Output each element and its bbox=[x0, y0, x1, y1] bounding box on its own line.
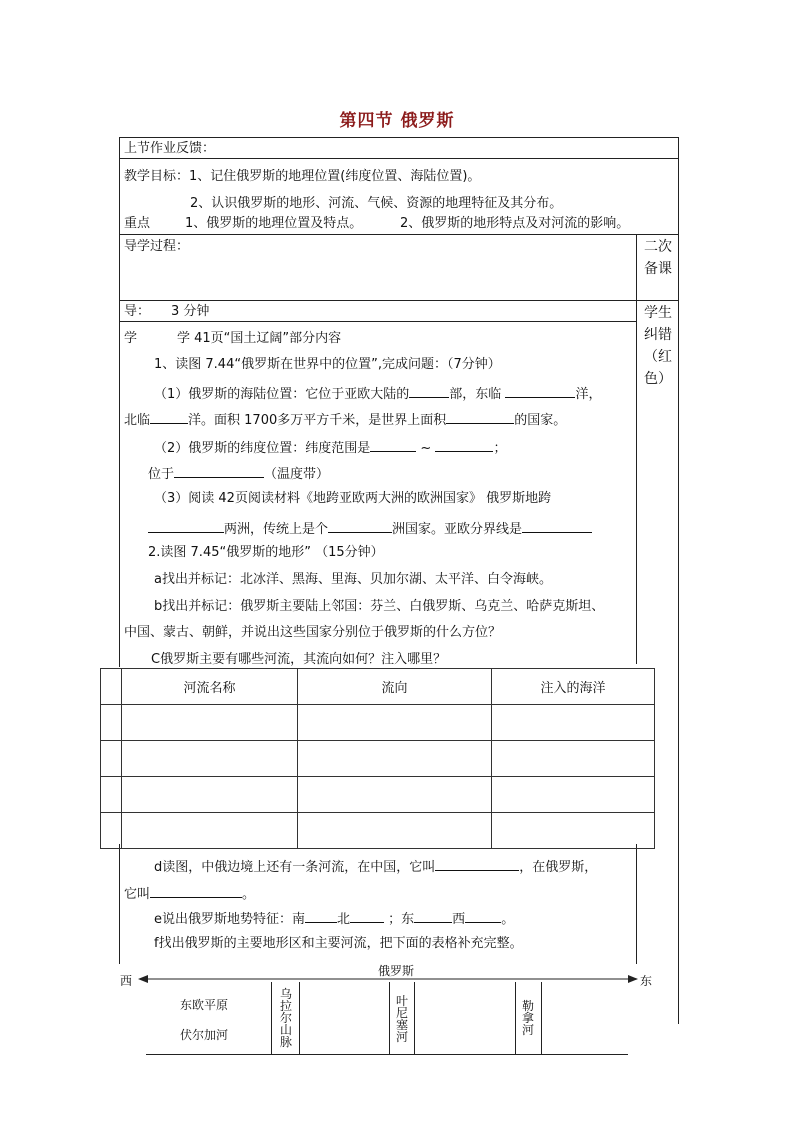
table-cell[interactable] bbox=[122, 777, 298, 813]
question-4a: a找出并标记：北冰洋、黑海、里海、贝加尔湖、太平洋、白令海峡。 bbox=[154, 572, 552, 587]
frame-right-upper bbox=[678, 137, 679, 234]
blank-field[interactable] bbox=[148, 518, 224, 533]
volga-label: 伏尔加河 bbox=[180, 1028, 229, 1042]
row-sep-1 bbox=[119, 158, 678, 159]
question-3b-line: 两洲，传统上是个 洲国家。亚欧分界线是 bbox=[148, 518, 592, 539]
key-label: 重点 bbox=[124, 216, 151, 231]
blank-field[interactable] bbox=[435, 856, 519, 871]
blank-field[interactable] bbox=[522, 518, 592, 533]
blank-field[interactable] bbox=[350, 908, 384, 923]
blank-field[interactable] bbox=[150, 409, 188, 424]
table-cell[interactable] bbox=[122, 741, 298, 777]
row-sep-3 bbox=[119, 300, 678, 301]
row-sep-2 bbox=[119, 234, 678, 235]
profile-divider-1 bbox=[271, 982, 272, 1054]
table-cell[interactable] bbox=[122, 705, 298, 741]
table-row bbox=[101, 777, 655, 813]
table-cell[interactable] bbox=[492, 813, 655, 849]
question-d-line-2: 它叫 。 bbox=[124, 883, 255, 904]
table-cell bbox=[101, 669, 122, 705]
question-4: 2.读图 7.45“俄罗斯的地形” （15分钟） bbox=[148, 545, 384, 560]
question-f: f找出俄罗斯的主要地形区和主要河流，把下面的表格补充完整。 bbox=[154, 936, 523, 951]
blank-field[interactable] bbox=[370, 437, 416, 452]
objective-line-1: 教学目标：1、记住俄罗斯的地理位置(纬度位置、海陆位置)。 bbox=[124, 169, 481, 184]
frame-right-outer bbox=[678, 234, 679, 1024]
page-title: 第四节 俄罗斯 bbox=[339, 111, 455, 131]
feedback-label: 上节作业反馈： bbox=[124, 141, 216, 156]
question-2b-line: 位于 （温度带） bbox=[148, 463, 329, 484]
table-header: 注入的海洋 bbox=[492, 669, 655, 705]
question-1a-line: （1）俄罗斯的海陆位置：它位于亚欧大陆的 部，东临 洋， bbox=[154, 383, 601, 404]
table-cell[interactable] bbox=[492, 777, 655, 813]
east-label: 东 bbox=[640, 974, 653, 988]
profile-divider-6 bbox=[541, 982, 542, 1054]
blank-field[interactable] bbox=[505, 383, 575, 398]
question-4b-line-1: b找出并标记：俄罗斯主要陆上邻国：芬兰、白俄罗斯、乌克兰、哈萨克斯坦、 bbox=[154, 599, 605, 614]
table-cell[interactable] bbox=[298, 813, 492, 849]
frame-left bbox=[119, 137, 120, 667]
question-4c: C俄罗斯主要有哪些河流，其流向如何？注入哪里？ bbox=[151, 652, 447, 667]
blank-field[interactable] bbox=[409, 383, 449, 398]
table-cell[interactable] bbox=[492, 741, 655, 777]
table-cell[interactable] bbox=[298, 741, 492, 777]
west-label: 西 bbox=[120, 974, 133, 988]
plain-label: 东欧平原 bbox=[180, 998, 229, 1012]
frame-top bbox=[119, 137, 678, 138]
table-cell bbox=[101, 777, 122, 813]
table-cell bbox=[101, 705, 122, 741]
ural-label: 乌拉尔山脉 bbox=[279, 987, 292, 1049]
west-east-arrow bbox=[138, 972, 638, 986]
question-2a-line: （2）俄罗斯的纬度位置：纬度范围是 ~ ； bbox=[154, 437, 506, 458]
blank-field[interactable] bbox=[465, 908, 501, 923]
xue-content: 学 41页“国土辽阔”部分内容 bbox=[177, 331, 342, 346]
question-4b-line-2: 中国、蒙古、朝鲜，并说出这些国家分别位于俄罗斯的什么方位？ bbox=[124, 625, 502, 640]
blank-field[interactable] bbox=[435, 437, 493, 452]
frame-left-lower bbox=[119, 844, 120, 964]
key-point-1: 1、俄罗斯的地理位置及特点。 bbox=[185, 216, 363, 231]
question-3a: （3）阅读 42页阅读材料《地跨亚欧两大洲的欧洲国家》 俄罗斯地跨 bbox=[154, 491, 552, 506]
profile-divider-4 bbox=[414, 982, 415, 1054]
table-header: 流向 bbox=[298, 669, 492, 705]
objective-line-2: 2、认识俄罗斯的地形、河流、气候、资源的地理特征及其分布。 bbox=[190, 196, 563, 211]
dao-label: 导： bbox=[124, 304, 151, 319]
student-correction-label: 学生 纠错 （红 色） bbox=[644, 305, 672, 387]
side-divider-lower bbox=[636, 844, 637, 964]
table-header-row bbox=[101, 669, 655, 705]
table-cell bbox=[101, 741, 122, 777]
process-label: 导学过程： bbox=[124, 239, 190, 254]
river-table bbox=[100, 668, 655, 849]
yenisei-label: 叶尼塞河 bbox=[395, 994, 408, 1044]
profile-bottom-line bbox=[146, 1054, 628, 1055]
profile-divider-2 bbox=[299, 982, 300, 1054]
profile-divider-3 bbox=[389, 982, 390, 1054]
blank-field[interactable] bbox=[174, 463, 264, 478]
table-header: 河流名称 bbox=[122, 669, 298, 705]
row-sep-4 bbox=[119, 321, 636, 322]
table-row bbox=[101, 813, 655, 849]
lena-label: 勒拿河 bbox=[521, 999, 534, 1037]
row-sep-5 bbox=[636, 300, 678, 301]
russia-label: 俄罗斯 bbox=[378, 964, 415, 978]
blank-field[interactable] bbox=[414, 908, 452, 923]
profile-divider-5 bbox=[515, 982, 516, 1054]
question-e-line: e说出俄罗斯地势特征：南 北 ；东 西 。 bbox=[154, 908, 514, 929]
table-cell[interactable] bbox=[298, 705, 492, 741]
side-divider bbox=[636, 234, 637, 664]
key-point-2: 2、俄罗斯的地形特点及对河流的影响。 bbox=[400, 216, 630, 231]
table-cell[interactable] bbox=[122, 813, 298, 849]
blank-field[interactable] bbox=[328, 518, 392, 533]
table-cell bbox=[101, 813, 122, 849]
question-d-line-1: d读图，中俄边境上还有一条河流，在中国，它叫 ，在俄罗斯， bbox=[154, 856, 597, 877]
question-1b-line: 北临 洋。面积 1700多万平方千米，是世界上面积 的国家。 bbox=[124, 409, 566, 430]
xue-label: 学 bbox=[124, 331, 138, 346]
table-cell[interactable] bbox=[298, 777, 492, 813]
table-cell[interactable] bbox=[492, 705, 655, 741]
second-prep-label: 二次 备课 bbox=[644, 239, 672, 277]
blank-field[interactable] bbox=[150, 883, 242, 898]
table-row bbox=[101, 705, 655, 741]
question-1: 1、读图 7.44“俄罗斯在世界中的位置”,完成问题：（7分钟） bbox=[154, 357, 501, 372]
blank-field[interactable] bbox=[305, 908, 337, 923]
blank-field[interactable] bbox=[446, 409, 514, 424]
table-row bbox=[101, 741, 655, 777]
dao-time: 3 分钟 bbox=[171, 304, 210, 319]
